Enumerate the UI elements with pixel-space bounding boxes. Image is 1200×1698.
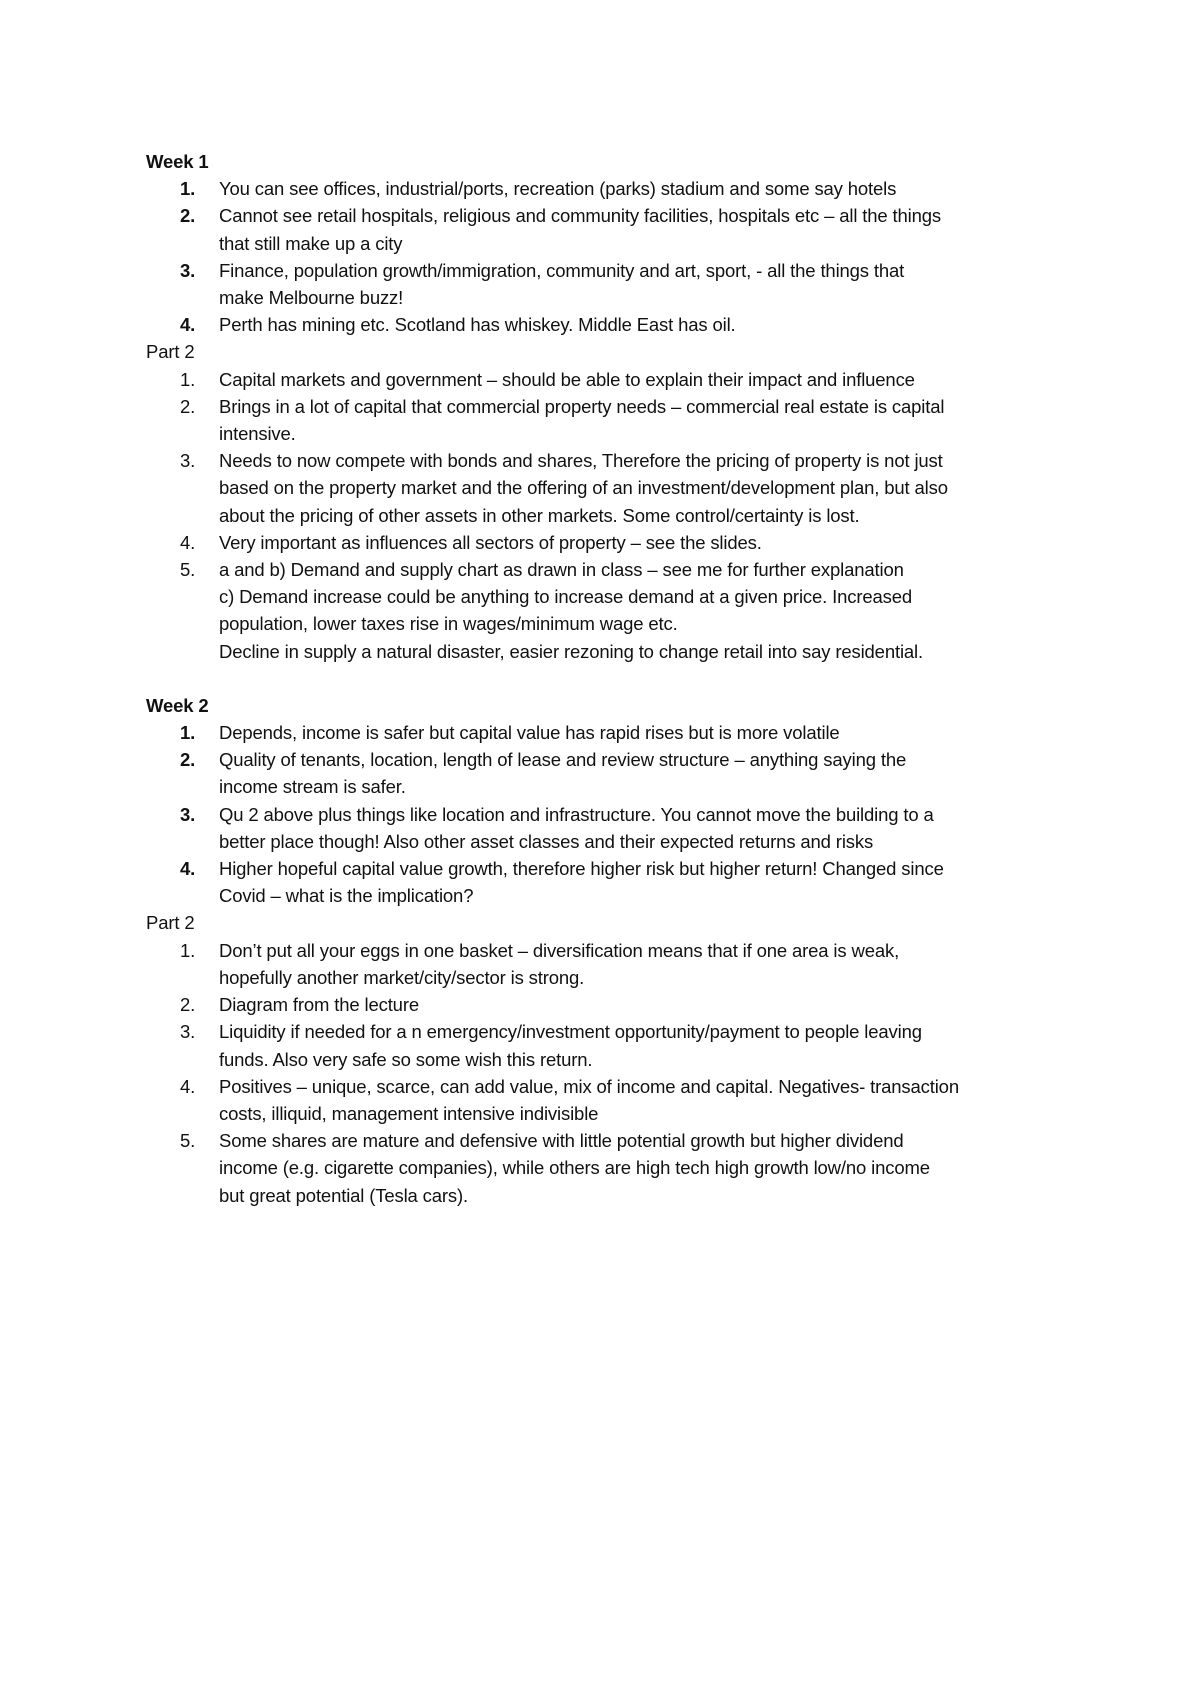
list-number: 4. xyxy=(180,1075,196,1097)
list-item-text: based on the property market and the offering of an investment/development plan, but also xyxy=(219,477,948,499)
list-item-text: Qu 2 above plus things like location and infrastructure. You cannot move the building to a xyxy=(219,803,934,825)
list-item-text: Very important as influences all sectors of property – see the slides. xyxy=(219,531,762,553)
list-item-text: Positives – unique, scarce, can add value, mix of income and capital. Negatives- transaction xyxy=(219,1075,959,1097)
list-item-text: Don’t put all your eggs in one basket – diversification means that if one area is weak, xyxy=(219,939,900,961)
list-number: 5. xyxy=(180,559,196,581)
list-number: 4. xyxy=(180,531,196,553)
list-number: 2. xyxy=(180,994,196,1016)
section-4 xyxy=(146,909,1066,1208)
list-item-text: Decline in supply a natural disaster, easier rezoning to change retail into say residential. xyxy=(219,640,923,662)
list-number: 3. xyxy=(180,1021,196,1043)
section-heading: Week 1 xyxy=(146,151,209,172)
list-item-text: funds. Also very safe so some wish this return. xyxy=(219,1048,593,1070)
list-item xyxy=(146,202,1066,256)
list-item xyxy=(146,393,1066,447)
section-heading: Part 2 xyxy=(146,912,195,934)
list-item-text: Perth has mining etc. Scotland has whiskey. Middle East has oil. xyxy=(219,314,736,336)
section-3 xyxy=(146,692,1066,910)
document-body xyxy=(146,148,1066,1209)
list-item xyxy=(146,1018,1066,1072)
list-number: 3. xyxy=(180,450,196,472)
list-item-text: Liquidity if needed for a n emergency/investment opportunity/payment to people leaving xyxy=(219,1021,922,1043)
list-item-text: Cannot see retail hospitals, religious and community facilities, hospitals etc – all the things xyxy=(219,205,942,227)
list-item-text: better place though! Also other asset classes and their expected returns and risks xyxy=(219,830,874,852)
numbered-list xyxy=(146,366,1066,665)
numbered-list xyxy=(146,937,1066,1209)
list-item-text: but great potential (Tesla cars). xyxy=(219,1184,469,1206)
list-number: 1. xyxy=(180,939,196,961)
list-item-text: that still make up a city xyxy=(219,232,403,254)
list-number: 1. xyxy=(180,722,196,744)
list-number: 2. xyxy=(180,205,196,227)
list-item-text: Brings in a lot of capital that commercial property needs – commercial real estate is capital xyxy=(219,395,945,417)
list-number: 4. xyxy=(180,858,196,880)
list-item xyxy=(146,257,1066,311)
list-item xyxy=(146,447,1066,529)
list-item-text: about the pricing of other assets in other markets. Some control/certainty is lost. xyxy=(219,504,860,526)
list-item xyxy=(146,1073,1066,1127)
list-item-text: Capital markets and government – should be able to explain their impact and influence xyxy=(219,368,915,390)
list-item-text: income (e.g. cigarette companies), while others are high tech high growth low/no income xyxy=(219,1157,930,1179)
list-item-text: make Melbourne buzz! xyxy=(219,287,404,309)
list-item xyxy=(146,1127,1066,1209)
section-2 xyxy=(146,338,1066,664)
list-number: 1. xyxy=(180,178,196,200)
list-item xyxy=(146,746,1066,800)
list-number: 2. xyxy=(180,395,196,417)
list-item-text: intensive. xyxy=(219,423,296,445)
list-item xyxy=(146,556,1066,665)
list-item xyxy=(146,529,1066,556)
list-item-text: c) Demand increase could be anything to increase demand at a given price. Increased xyxy=(219,586,913,608)
list-number: 2. xyxy=(180,749,196,771)
list-item-text: Covid – what is the implication? xyxy=(219,885,474,907)
numbered-list xyxy=(146,175,1066,338)
list-number: 4. xyxy=(180,314,196,336)
list-item-text: hopefully another market/city/sector is strong. xyxy=(219,966,585,988)
list-item-text: costs, illiquid, management intensive indivisible xyxy=(219,1102,599,1124)
numbered-list xyxy=(146,719,1066,909)
section-heading: Week 2 xyxy=(146,694,209,716)
list-number: 3. xyxy=(180,803,196,825)
list-item-text: You can see offices, industrial/ports, recreation (parks) stadium and some say hotels xyxy=(219,178,897,200)
list-item xyxy=(146,175,1066,202)
list-item-text: Needs to now compete with bonds and shares, Therefore the pricing of property is not just xyxy=(219,450,943,472)
list-item-text: Diagram from the lecture xyxy=(219,994,419,1016)
section-heading: Part 2 xyxy=(146,341,195,363)
section-1 xyxy=(146,148,1066,338)
list-item xyxy=(146,991,1066,1018)
list-item-text: Quality of tenants, location, length of lease and review structure – anything saying the xyxy=(219,749,907,771)
list-item-text: income stream is safer. xyxy=(219,776,406,798)
list-item-text: Finance, population growth/immigration, community and art, sport, - all the things that xyxy=(219,259,905,281)
list-item xyxy=(146,366,1066,393)
list-number: 1. xyxy=(180,368,196,390)
list-item-text: Some shares are mature and defensive with little potential growth but higher dividend xyxy=(219,1130,904,1152)
section-spacer xyxy=(146,665,1066,692)
list-number: 3. xyxy=(180,259,196,281)
list-number: 5. xyxy=(180,1130,196,1152)
list-item xyxy=(146,937,1066,991)
list-item xyxy=(146,719,1066,746)
list-item-text: Higher hopeful capital value growth, therefore higher risk but higher return! Changed since xyxy=(219,858,944,880)
list-item xyxy=(146,855,1066,909)
list-item-text: population, lower taxes rise in wages/minimum wage etc. xyxy=(219,613,678,635)
list-item-text: a and b) Demand and supply chart as drawn in class – see me for further explanation xyxy=(219,559,904,581)
list-item xyxy=(146,801,1066,855)
list-item xyxy=(146,311,1066,338)
list-item-text: Depends, income is safer but capital value has rapid rises but is more volatile xyxy=(219,722,840,744)
